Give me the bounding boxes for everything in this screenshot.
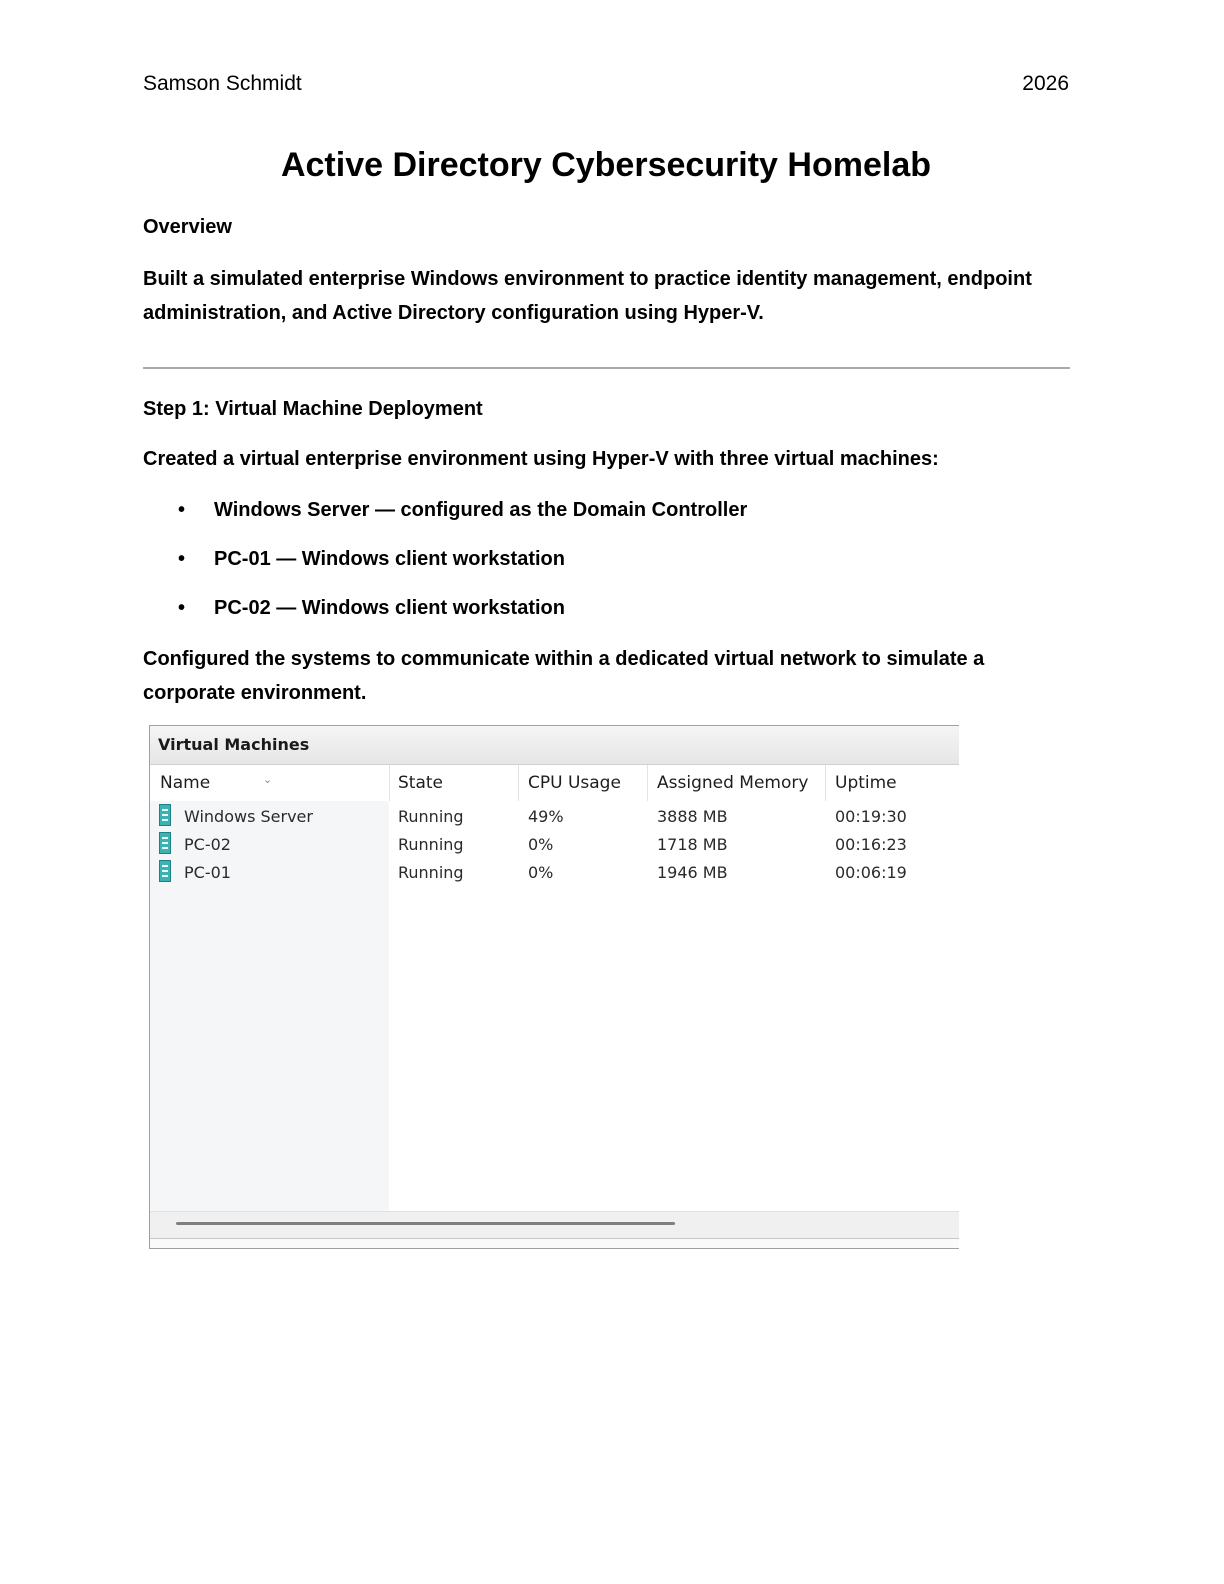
vm-state: Running [398, 863, 464, 882]
header-author: Samson Schmidt [143, 72, 302, 95]
vm-name: PC-02 [184, 835, 231, 854]
vm-state: Running [398, 835, 464, 854]
vm-grid [150, 765, 959, 1211]
panel-bottom-strip [150, 1238, 959, 1249]
table-row[interactable] [150, 831, 959, 859]
virtual-machine-icon [159, 860, 171, 882]
vm-uptime: 00:16:23 [835, 835, 907, 854]
column-header-cpu-usage[interactable]: CPU Usage [528, 773, 621, 793]
table-row[interactable] [150, 859, 959, 887]
vm-name: Windows Server [184, 807, 313, 826]
vm-panel-titlebar [150, 726, 959, 765]
bullet-item: • PC-02 — Windows client workstation [143, 588, 747, 637]
bullet-item: • PC-01 — Windows client workstation [143, 539, 747, 588]
hyperv-vm-panel [149, 725, 959, 1249]
vm-cpu-usage: 0% [528, 835, 554, 854]
overview-paragraph: Built a simulated enterprise Windows environment to practice identity management, endpoint administration, and Active Directory configuration using Hyper-V. [143, 268, 1032, 324]
horizontal-scrollbar[interactable] [150, 1211, 959, 1238]
step1-intro: Created a virtual enterprise environment using Hyper-V with three virtual machines: [143, 448, 939, 470]
vm-uptime: 00:06:19 [835, 863, 907, 882]
table-row[interactable] [150, 803, 959, 831]
virtual-machine-icon [159, 832, 171, 854]
column-header-name[interactable] [150, 765, 389, 801]
scrollbar-thumb[interactable] [176, 1222, 675, 1225]
vm-assigned-memory: 3888 MB [657, 807, 728, 826]
vm-bullet-list [143, 490, 747, 637]
overview-heading: Overview [143, 216, 232, 238]
column-header-label: Name [160, 773, 211, 793]
vm-name: PC-01 [184, 863, 231, 882]
bullet-item: • Windows Server — configured as the Domain Controller [143, 490, 747, 539]
vm-cpu-usage: 0% [528, 863, 554, 882]
header-year: 2026 [1022, 72, 1069, 95]
document-title: Active Directory Cybersecurity Homelab [280, 146, 932, 184]
vm-state: Running [398, 807, 464, 826]
vm-cpu-usage: 49% [528, 807, 564, 826]
vm-assigned-memory: 1718 MB [657, 835, 728, 854]
column-header-assigned-memory[interactable]: Assigned Memory [657, 773, 809, 793]
sort-down-icon: ⌄ [263, 773, 273, 786]
step1-heading: Step 1: Virtual Machine Deployment [143, 398, 483, 420]
vm-assigned-memory: 1946 MB [657, 863, 728, 882]
vm-uptime: 00:19:30 [835, 807, 907, 826]
column-header-state[interactable]: State [398, 773, 443, 793]
step1-outro: Configured the systems to communicate within a dedicated virtual network to simulate a corporate environment. [143, 648, 985, 704]
column-header-uptime[interactable]: Uptime [835, 773, 897, 793]
section-divider [143, 367, 1070, 369]
vm-panel-title: Virtual Machines [158, 735, 310, 754]
virtual-machine-icon [159, 804, 171, 826]
